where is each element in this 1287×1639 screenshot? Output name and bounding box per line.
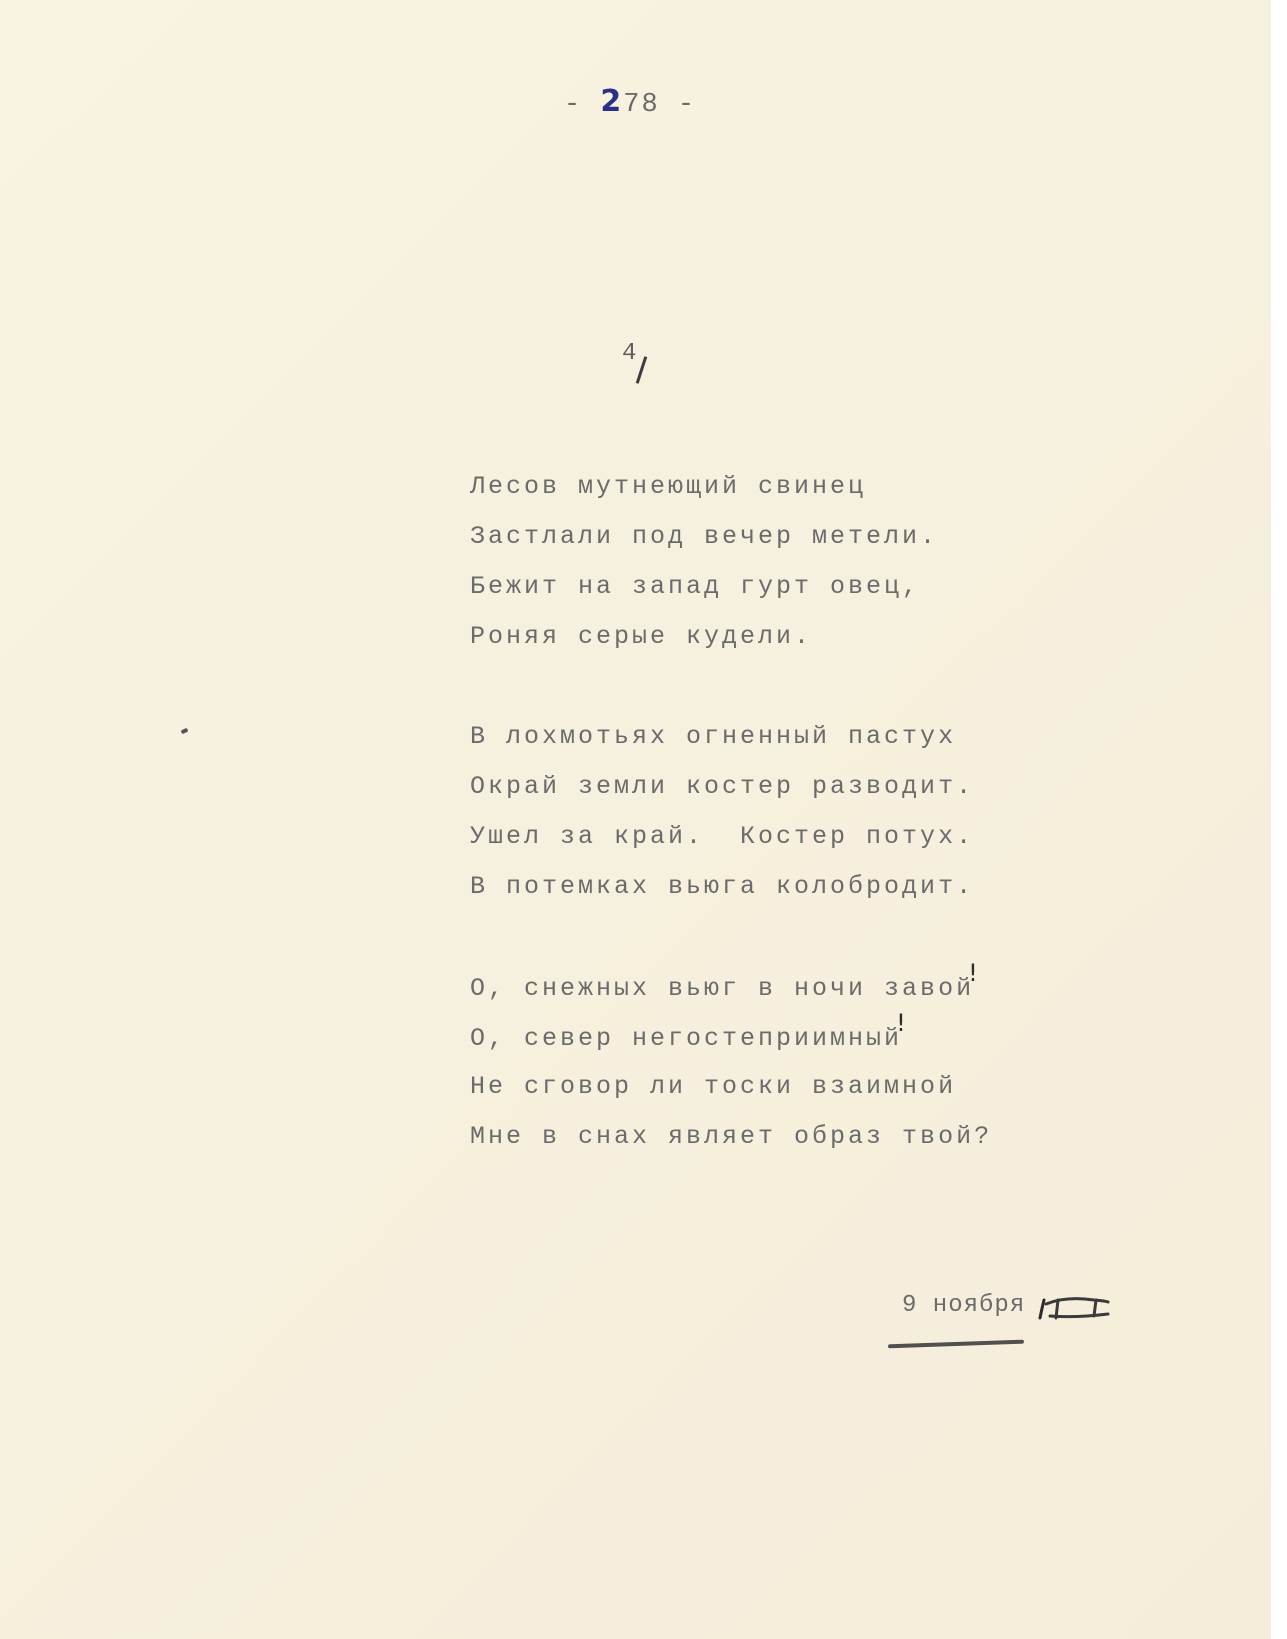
poem-number: 4 — [622, 340, 637, 367]
poem-line: Бежит на запад гурт овец, — [470, 572, 921, 601]
page-number-suffix: - — [659, 90, 697, 120]
poem-line — [470, 1009, 992, 1062]
date: 9 ноября — [902, 1292, 1026, 1319]
poem-body — [470, 462, 992, 1162]
stanza-gap — [470, 912, 992, 962]
ink-speck — [180, 728, 188, 735]
poem-line: Окрай земли костер разводит. — [470, 772, 975, 801]
poem-line: Ушел за край. Костер потух. — [470, 822, 975, 851]
poem-line: Лесов мутнеющий свинец — [470, 472, 867, 501]
stanza-2 — [470, 712, 992, 912]
page-edge — [1271, 0, 1287, 1639]
page-number-prefix: - — [564, 90, 601, 120]
poem-line-text: О, север негостеприимный — [470, 1024, 903, 1053]
poem-line: Мне в снах являет образ твой? — [470, 1122, 993, 1151]
poem-line-text: О, снежных вьюг в ночи завой — [470, 974, 975, 1003]
poem-line: Застлали под вечер метели. — [470, 522, 939, 551]
stanza-1 — [470, 462, 992, 662]
poem-line: В лохмотьях огненный пастух — [470, 722, 957, 751]
poem-line — [470, 959, 992, 1012]
date-underline — [888, 1340, 1024, 1349]
poem-line: В потемках вьюга колобродит. — [470, 872, 975, 901]
poem-line: Не сговор ли тоски взаимной — [470, 1072, 957, 1101]
page-number — [564, 84, 696, 120]
page-number-handwritten-digit: 2 — [600, 84, 624, 119]
pencil-stroke-mark — [636, 356, 648, 384]
page-number-typed-digits: 78 — [623, 90, 660, 120]
pencil-exclamation-mark: ! — [896, 1009, 909, 1037]
stanza-3 — [470, 959, 993, 1162]
stanza-gap — [470, 662, 992, 712]
poem-line: Роняя серые кудели. — [470, 622, 813, 651]
pencil-exclamation-mark: ! — [968, 959, 981, 987]
handwritten-signature — [1036, 1288, 1116, 1328]
